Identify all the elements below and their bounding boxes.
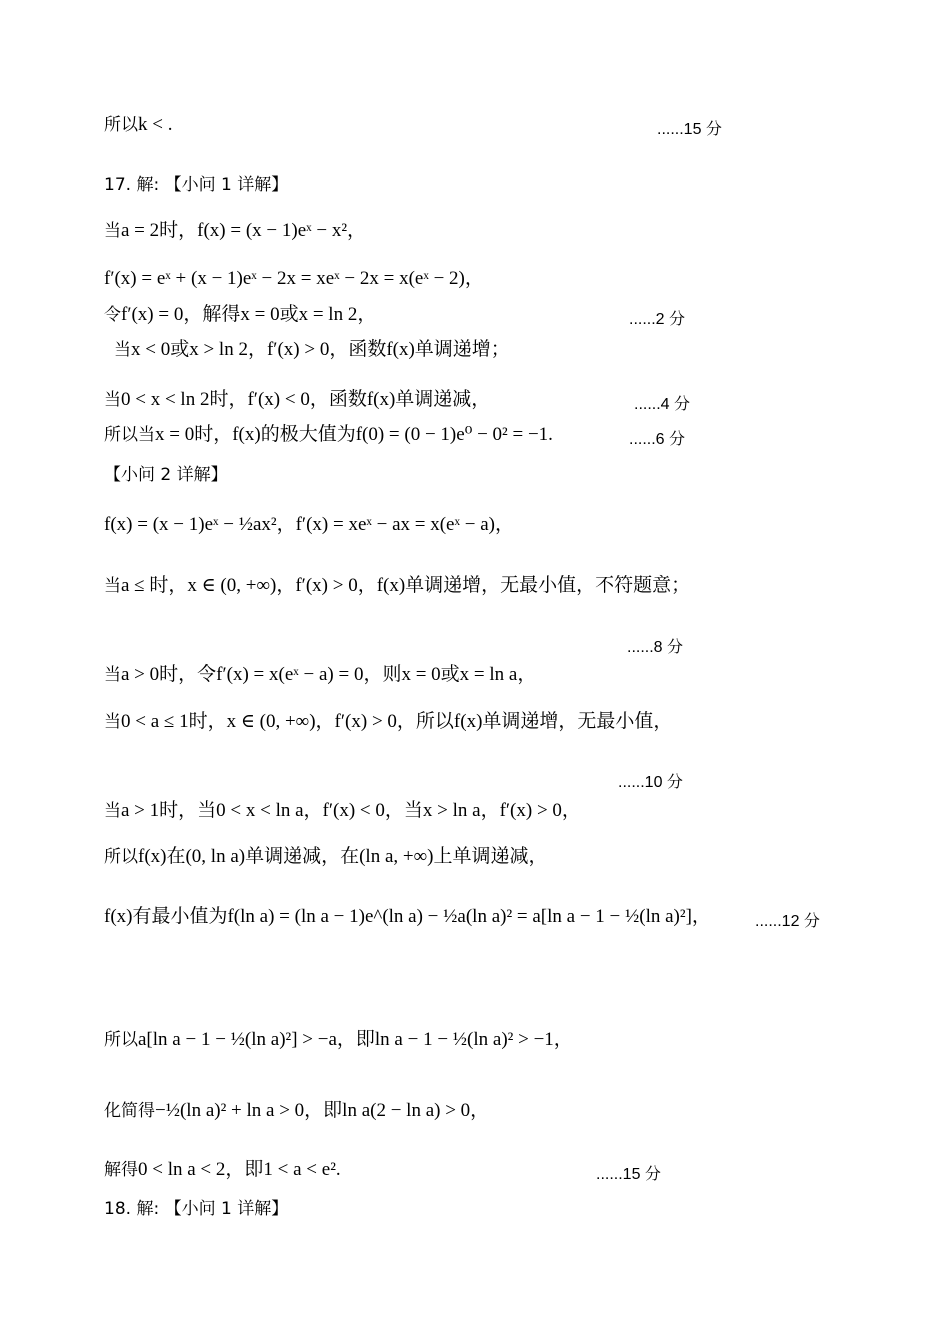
line-4: f′(x) = eˣ + (x − 1)eˣ − 2x = xeˣ − 2x = x(eˣ − 2)， bbox=[104, 268, 484, 289]
line-17: 所以f(x)在(0, ln a)单调递减，在(ln a, +∞)上单调递减， bbox=[104, 846, 548, 867]
line-14: 当0 < a ≤ 1时，x ∈ (0, +∞)，f′(x) > 0，所以f(x)单调递增，无最小值， bbox=[104, 711, 673, 732]
line-21: 解得0 < ln a < 2，即1 < a < e². bbox=[104, 1159, 341, 1180]
line-20: 化简得−½(ln a)² + ln a > 0，即ln a(2 − ln a) > 0， bbox=[104, 1100, 490, 1121]
score-line-15: ......10 分 bbox=[618, 774, 683, 791]
score-line-12: ......8 分 bbox=[627, 639, 684, 656]
heading-part-2: 【小问 2 详解】 bbox=[104, 465, 228, 485]
line-1: 所以k < . bbox=[104, 114, 173, 135]
score-line-5: ......2 分 bbox=[629, 311, 686, 328]
score-line-21: ......15 分 bbox=[596, 1166, 661, 1183]
line-16: 当a > 1时，当0 < x < ln a，f′(x) < 0，当x > ln a，f′(x) > 0， bbox=[104, 800, 581, 821]
score-line-7: ......4 分 bbox=[634, 396, 691, 413]
score-line-18: ......12 分 bbox=[755, 913, 820, 930]
line-19: 所以a[ln a − 1 − ½(ln a)²] > −a，即ln a − 1 − ½(ln a)² > −1， bbox=[104, 1029, 573, 1050]
heading-18: 18. 解: 【小问 1 详解】 bbox=[104, 1199, 289, 1219]
score-line-1: ......15 分 bbox=[657, 121, 722, 138]
line-5: 令f′(x) = 0，解得x = 0或x = ln 2， bbox=[104, 304, 377, 325]
score-line-8: ......6 分 bbox=[629, 431, 686, 448]
line-6: 当x < 0或x > ln 2，f′(x) > 0，函数f(x)单调递增； bbox=[114, 339, 510, 360]
line-7: 当0 < x < ln 2时，f′(x) < 0，函数f(x)单调递减， bbox=[104, 389, 491, 410]
line-10: f(x) = (x − 1)eˣ − ½ax²，f′(x) = xeˣ − ax = x(eˣ − a)， bbox=[104, 514, 514, 535]
heading-17: 17. 解: 【小问 1 详解】 bbox=[104, 175, 289, 195]
line-18: f(x)有最小值为f(ln a) = (ln a − 1)e^(ln a) − ½a(ln a)² = a[ln a − 1 − ½(ln a)²]， bbox=[104, 906, 711, 927]
line-13: 当a > 0时，令f′(x) = x(eˣ − a) = 0，则x = 0或x = ln a， bbox=[104, 664, 537, 685]
line-3: 当a = 2时，f(x) = (x − 1)eˣ − x²， bbox=[104, 220, 367, 241]
line-8: 所以当x = 0时，f(x)的极大值为f(0) = (0 − 1)e⁰ − 0² = −1. bbox=[104, 424, 553, 445]
line-11: 当a ≤ 时，x ∈ (0, +∞)，f′(x) > 0，f(x)单调递增，无最小值，不符题意； bbox=[104, 575, 691, 596]
